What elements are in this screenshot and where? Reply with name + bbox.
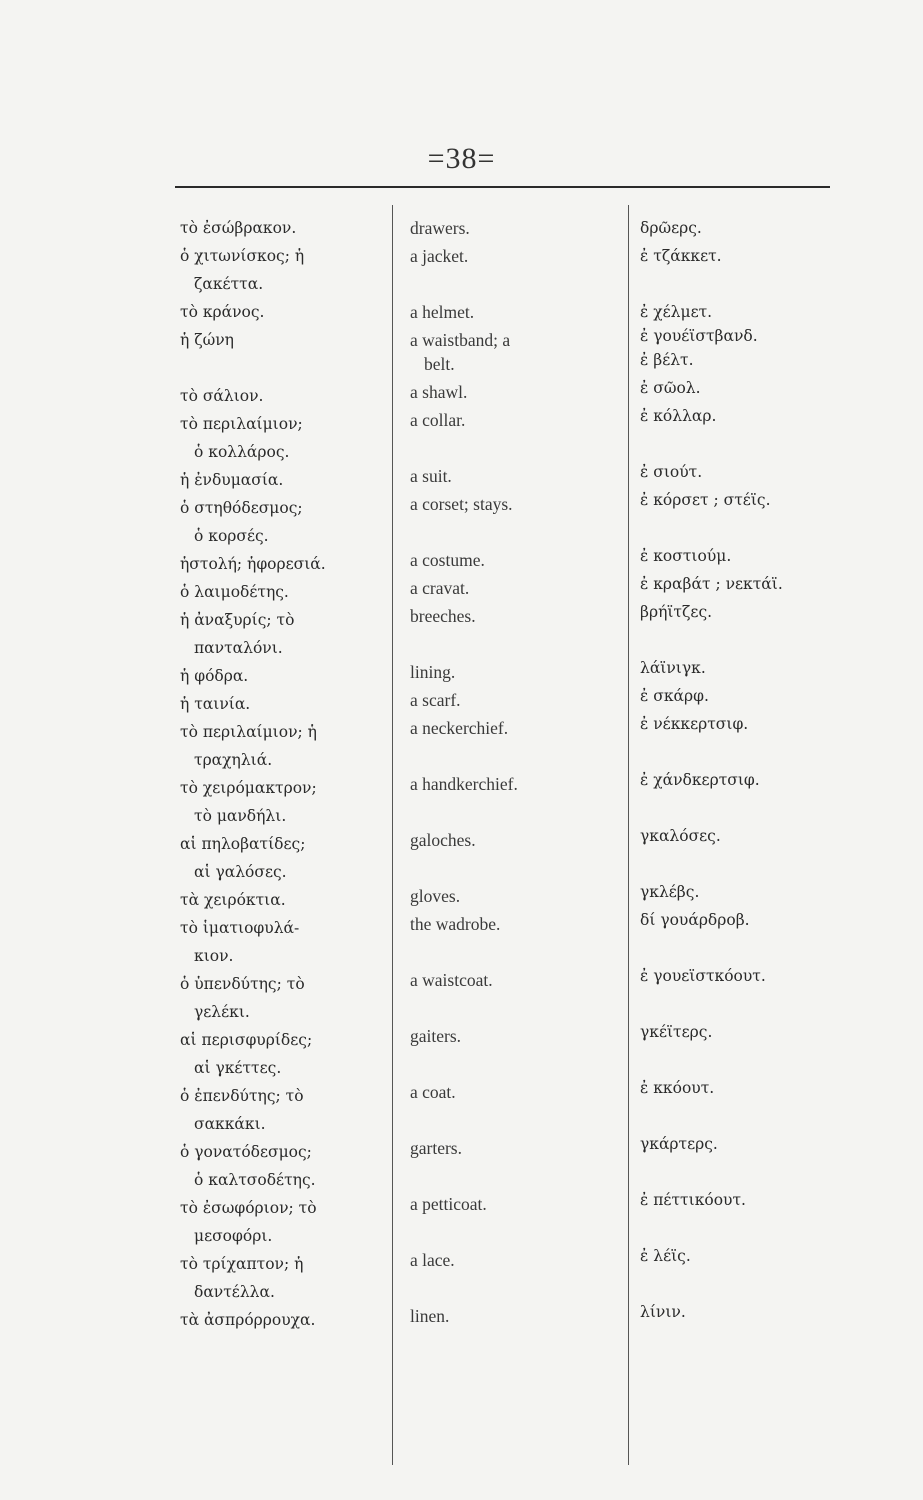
english-line: galoches.: [410, 830, 476, 850]
pronunciation-line: ἐ κραβάτ ; νεκτάϊ.: [640, 575, 783, 593]
english-line: gloves.: [410, 886, 461, 906]
greek-line: τὸ περιλαίμιον; ἡ: [180, 723, 317, 741]
english-line: garters.: [410, 1138, 462, 1158]
greek-line: μεσοφόρι.: [194, 1227, 273, 1245]
pronunciation-line: ἐ χέλμετ.: [640, 303, 713, 321]
pronunciation-line: ἐ σκάρφ.: [640, 687, 709, 705]
pronunciation-line: βρήϊτζες.: [640, 603, 713, 621]
greek-line: ἡ ἀναξυρίς; τὸ: [180, 611, 295, 629]
greek-line: τὸ χειρόμακτρον;: [180, 779, 317, 797]
english-line: a costume.: [410, 550, 485, 570]
pronunciation-line: ἐ νέκκερτσιφ.: [640, 715, 749, 733]
english-line: a cravat.: [410, 578, 470, 598]
pronunciation-line: γκαλόσες.: [640, 827, 721, 845]
greek-line: τὸ ἱματιοφυλά-: [180, 919, 300, 937]
english-line: a neckerchief.: [410, 718, 509, 738]
greek-line: πανταλόνι.: [194, 639, 283, 657]
greek-line: ὁ ἐπενδύτης; τὸ: [180, 1087, 304, 1105]
greek-line: ὁ καλτσοδέτης.: [194, 1171, 316, 1189]
english-line: a shawl.: [410, 382, 468, 402]
greek-line: τὸ σάλιον.: [180, 387, 264, 405]
greek-line: αἱ πηλοβατίδες;: [180, 835, 306, 853]
greek-line: αἱ περισφυρίδες;: [180, 1031, 313, 1049]
pronunciation-line: γκάρτερς.: [640, 1135, 718, 1153]
english-line: a jacket.: [410, 246, 469, 266]
pronunciation-line: ἐ γουέϊστβανδ.: [640, 327, 758, 345]
greek-line: τραχηλιά.: [194, 751, 273, 769]
greek-line: τὸ ἐσωφόριον; τὸ: [180, 1199, 317, 1217]
greek-line: αἱ γαλόσες.: [194, 863, 287, 881]
pronunciation-line: ἐ λέϊς.: [640, 1247, 691, 1265]
greek-line: τὰ χειρόκτια.: [180, 891, 286, 909]
english-line: a handkerchief.: [410, 774, 518, 794]
english-line: gaiters.: [410, 1026, 462, 1046]
english-line: a petticoat.: [410, 1194, 487, 1214]
greek-line: ὁ κολλάρος.: [194, 443, 290, 461]
greek-line: ὁ κορσές.: [194, 527, 269, 545]
english-line: a corset; stays.: [410, 494, 513, 514]
greek-line: ἡ ταινία.: [180, 695, 251, 713]
header-rule: [175, 186, 830, 188]
greek-line: ὁ στηθόδεσμος;: [180, 499, 303, 517]
pronunciation-line: ἐ γουεϊστκόουτ.: [640, 967, 766, 985]
greek-line: ἡ ζώνη: [180, 331, 234, 349]
greek-line: τὸ κράνος.: [180, 303, 265, 321]
pronunciation-line: γκλέβς.: [640, 883, 700, 901]
pronunciation-line: ἐ κοστιούμ.: [640, 547, 732, 565]
english-line: a waistband; a: [410, 330, 511, 350]
column-divider-right: [628, 205, 629, 1465]
english-line: a helmet.: [410, 302, 475, 322]
pronunciation-line: ἐ χάνδκερτσιφ.: [640, 771, 760, 789]
greek-line: τὸ τρίχαπτον; ἡ: [180, 1255, 304, 1273]
pronunciation-line: γκέϊτερς.: [640, 1023, 713, 1041]
greek-line: ὁ γονατόδεσμος;: [180, 1143, 312, 1161]
english-line: drawers.: [410, 218, 470, 238]
pronunciation-line: ἐ κκόουτ.: [640, 1079, 715, 1097]
greek-line: τὸ περιλαίμιον;: [180, 415, 303, 433]
greek-line: γελέκι.: [194, 1003, 250, 1021]
pronunciation-line: δρῶερς.: [640, 219, 702, 237]
pronunciation-line: ἐ σιούτ.: [640, 463, 703, 481]
greek-line: τὰ ἀσπρόρρουχα.: [180, 1311, 316, 1329]
greek-line: τὸ ἐσώβρακον.: [180, 219, 297, 237]
english-line: a scarf.: [410, 690, 461, 710]
greek-line: ὁ ὑπενδύτης; τὸ: [180, 975, 305, 993]
pronunciation-line: λάϊνιγκ.: [640, 659, 706, 677]
column-divider-left: [392, 205, 393, 1465]
english-line: linen.: [410, 1306, 450, 1326]
greek-line: δαντέλλα.: [194, 1283, 275, 1301]
greek-line: αἱ γκέττες.: [194, 1059, 282, 1077]
english-line: a waistcoat.: [410, 970, 493, 990]
greek-line: ὁ χιτωνίσκος; ἡ: [180, 247, 305, 265]
english-line: belt.: [424, 354, 455, 374]
english-line: a suit.: [410, 466, 452, 486]
pronunciation-line: ἐ βέλτ.: [640, 351, 694, 369]
greek-line: ἡστολή; ἡφορεσιά.: [180, 555, 326, 573]
greek-line: ἡ ἐνδυμασία.: [180, 471, 284, 489]
english-line: the wadrobe.: [410, 914, 501, 934]
english-line: lining.: [410, 662, 456, 682]
english-line: a collar.: [410, 410, 466, 430]
pronunciation-line: ἐ κόρσετ ; στέϊς.: [640, 491, 771, 509]
pronunciation-line: λίνιν.: [640, 1303, 686, 1321]
greek-line: ἡ φόδρα.: [180, 667, 249, 685]
english-line: a coat.: [410, 1082, 456, 1102]
greek-line: σακκάκι.: [194, 1115, 266, 1133]
english-line: a lace.: [410, 1250, 455, 1270]
greek-line: ζακέττα.: [194, 275, 264, 293]
pronunciation-line: ἐ τζάκκετ.: [640, 247, 722, 265]
page-number: =38=: [427, 142, 496, 175]
pronunciation-line: δί γουάρδροβ.: [640, 911, 750, 929]
pronunciation-line: ἐ σῶολ.: [640, 379, 701, 397]
english-line: breeches.: [410, 606, 476, 626]
greek-line: κιον.: [194, 947, 234, 965]
pronunciation-line: ἐ κόλλαρ.: [640, 407, 717, 425]
pronunciation-line: ἐ πέττικόουτ.: [640, 1191, 746, 1209]
greek-line: ὁ λαιμοδέτης.: [180, 583, 289, 601]
greek-line: τὸ μανδήλι.: [194, 807, 287, 825]
